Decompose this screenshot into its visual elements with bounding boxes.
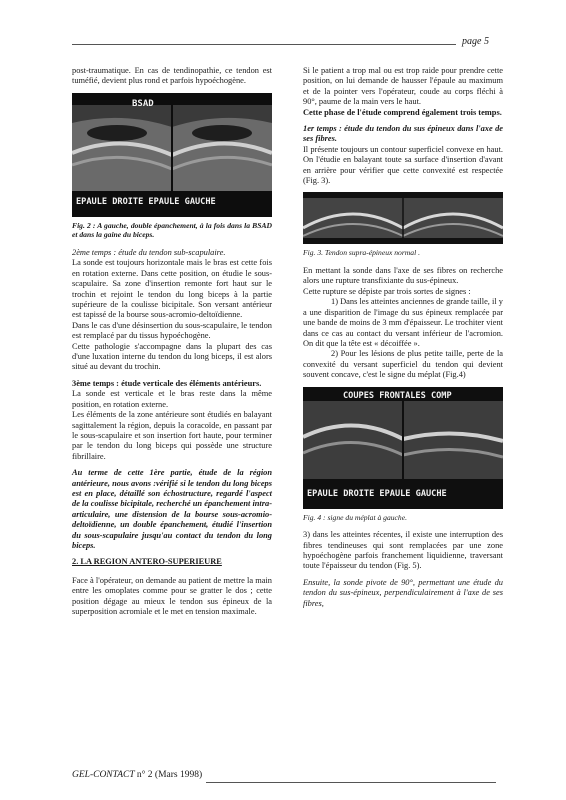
figure-label-bottom: EPAULE DROITE EPAULE GAUCHE (307, 488, 447, 499)
page-number: page 5 (462, 36, 489, 47)
figure-2-ultrasound (72, 93, 272, 217)
paragraph: Cette rupture se dépiste par trois sortes de signes : (303, 286, 471, 296)
figure-3-ultrasound (303, 192, 503, 244)
paragraph: 2) Pour les lésions de plus petite taille, perte de la convexité du versant superficiel du tendon qui devient souvent concave, c'est le signe du méplat (Fig.4) (303, 349, 503, 380)
paragraph: La sonde est toujours horizontale mais le bras est cette fois en rotation externe. Dans cette position, on étudie le sous-scapulaire. Sa zone d'insertion remonte fort haut sur le trochin et rejoint le tendon du long biceps à la partie supérieure de la coulisse bicipitale. Son versant antérieur est tapissé de la bourse sous-acromio-deltoïdienne. (72, 258, 272, 320)
figure-2-caption: Fig. 2 : A gauche, double épanchement, à la fois dans la BSAD et dans la gaine du biceps. (72, 220, 272, 240)
ultrasound-image (303, 192, 503, 244)
paragraph: En mettant la sonde dans l'axe de ses fibres on recherche alors une rupture transfixiante du sus-épineux. (303, 266, 503, 286)
paragraph: post-traumatique. En cas de tendinopathie, ce tendon est tuméfié, devient plus rond et parfois hypoéchogène. (72, 66, 272, 86)
figure-label-top: COUPES FRONTALES COMP (343, 390, 452, 401)
paragraph: Cette pathologie s'accompagne dans la plupart des cas d'une luxation interne du tendon du long biceps, il est alors situé au devant du trochin. (72, 341, 272, 372)
header-rule (72, 44, 456, 45)
footer (72, 770, 202, 780)
paragraph: Si le patient a trop mal ou est trop raide pour prendre cette position, on lui demande de hausser l'épaule au maximum et de la pointer vers l'opérateur, coude au corps fléchi à 90°, paume de la main vers le haut. (303, 66, 503, 107)
figure-4-caption: Fig. 4 : signe du méplat à gauche. (303, 512, 407, 522)
figure-4-ultrasound (303, 387, 503, 509)
summary-paragraph: Au terme de cette 1ère partie, étude de la région antérieure, nous avons :vérifié si le tendon du long biceps est en place, détaillé son échostructure, regardé l'aspect de la coulisse bicipitale, recherché un épanchement intra-articulaire, une distension de la bourse sous-acromio-deltoïdienne, un double épanchement, étudié l'insertion du sous-scapulaire jusqu'au contact du tendon du long biceps. (72, 468, 272, 550)
paragraph: 1) Dans les atteintes anciennes de grande taille, il y a une disparition de l'image du sus épineux remplacée par une bande de moins de 3 mm d'épaisseur. Le trochiter vient dans ce cas au contact du versant inférieur de l'acromion. On dit que la tête est « décoiffée ». (303, 297, 503, 348)
paragraph: 3) dans les atteintes récentes, il existe une interruption des fibres tendineuses qui sont remplacées par une zone hypoéchogène parfois franchement liquidienne, traversant toute l'épaisseur du tendon (Fig. 5). (303, 530, 503, 571)
journal-name: GEL-CONTACT (72, 770, 135, 780)
section-title: 2. LA REGION ANTERO-SUPERIEURE (72, 557, 222, 567)
figure-3-caption: Fig. 3. Tendon supra-épineux normal . (303, 248, 420, 258)
section-heading: 1er temps : étude du tendon du sus épineux dans l'axe de ses fibres. (303, 124, 503, 144)
journal-issue: n° 2 (Mars 1998) (136, 770, 203, 780)
paragraph: Il présente toujours un contour superficiel convexe en haut. On l'étudie en balayant toute sa surface d'insertion d'avant en arrière pour vérifier que cette convexité est respectée (Fig. 3). (303, 144, 503, 186)
footer-rule (206, 782, 496, 783)
figure-label-bottom: EPAULE DROITE EPAULE GAUCHE (76, 196, 216, 207)
right-column (303, 66, 503, 615)
section-heading: 3ème temps : étude verticale des éléments antérieurs. (72, 378, 262, 388)
paragraph: Cette phase de l'étude comprend également trois temps. (303, 107, 502, 117)
left-column (72, 66, 272, 623)
paragraph: Dans le cas d'une désinsertion du sous-scapulaire, le tendon est remplacé par du tissus hypoéchogène. (72, 320, 272, 341)
section-heading: 2ème temps : étude du tendon sub-scapulaire. (72, 248, 226, 257)
paragraph: La sonde est verticale et le bras reste dans la même position, en rotation externe. (72, 389, 272, 409)
paragraph: Ensuite, la sonde pivote de 90°, permettant une étude du tendon du sus-épineux, perpendiculairement à l'axe de ses fibres, (303, 577, 503, 608)
figure-label-top: BSAD (132, 98, 154, 109)
paragraph: Les éléments de la zone antérieure sont étudiés en balayant sagittalement la région, depuis la coracoïde, en passant par le sous-scapulaire et son insertion fort haute, pour terminer par le tendon du long biceps qui possède une structure fibrillaire. (72, 410, 272, 461)
paragraph: Face à l'opérateur, on demande au patient de mettre la main entre les omoplates comme pour se gratter le dos ; cette position dégage au mieux le tendon sus épineux de la superposition acromiale et le met en tension maximale. (72, 575, 272, 616)
